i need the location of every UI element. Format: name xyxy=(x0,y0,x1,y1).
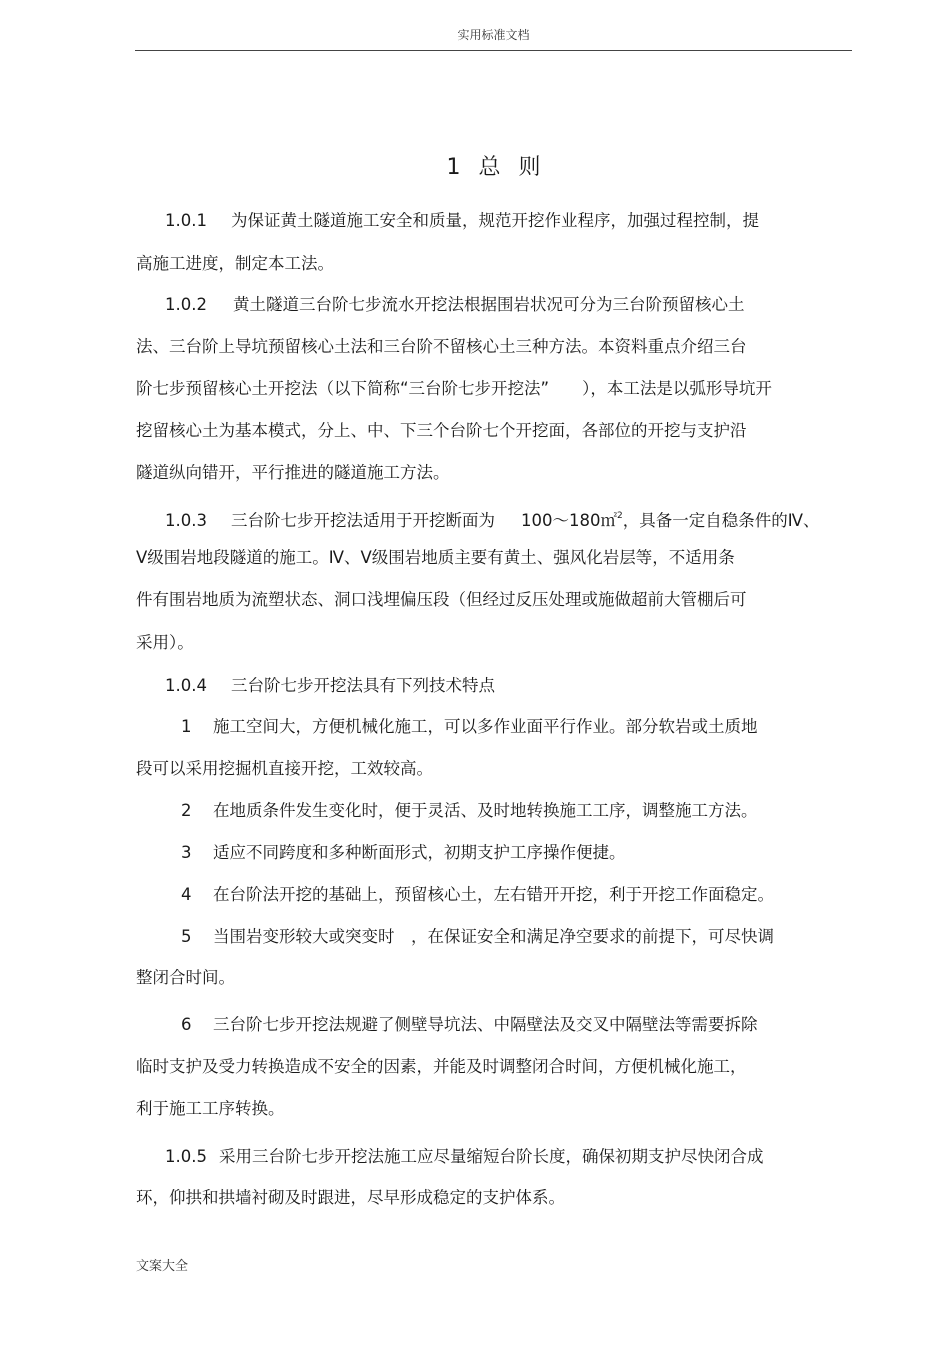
clause-text-line: 三台阶七步开挖法适用于开挖断面为 xyxy=(231,511,495,530)
clause-number: 1.0.5 xyxy=(165,1147,207,1166)
item-text-line: 临时支护及受力转换造成不安全的因素，并能及时调整闭合时间，方便机械化施工， xyxy=(136,1057,747,1076)
item-text-line: 当围岩变形较大或突变时 ，在保证安全和满足净空要求的前提下，可尽快调 xyxy=(213,927,774,946)
item-text-line: 在台阶法开挖的基础上，预留核心土，左右错开开挖，利于开挖工作面稳定。 xyxy=(213,885,774,904)
item-text-line: 施工空间大，方便机械化施工，可以多作业面平行作业。部分软岩或土质地 xyxy=(213,717,758,736)
header-rule xyxy=(135,50,852,51)
clause-number: 1.0.1 xyxy=(165,211,207,230)
clause-text-line: 阶七步预留核心土开挖法（以下简称“三台阶七步开挖法” ），本工法是以弧形导坑开 xyxy=(136,379,772,398)
superscript: 2 xyxy=(617,511,623,521)
clause-text-line: 三台阶七步开挖法具有下列技术特点 xyxy=(231,676,495,695)
item-text-line: 适应不同跨度和多种断面形式，初期支护工序操作便捷。 xyxy=(213,843,626,862)
clause-text-line: 采用）。 xyxy=(136,633,194,652)
chapter-title-char-1: 总 xyxy=(478,155,501,180)
chapter-number: 1 xyxy=(446,155,461,180)
clause-number: 1.0.3 xyxy=(165,511,207,530)
clause-number: 1.0.4 xyxy=(165,676,207,695)
clause-text-line: 采用三台阶七步开挖法施工应尽量缩短台阶长度，确保初期支护尽快闭合成 xyxy=(219,1147,764,1166)
clause-text-line: 为保证黄土隧道施工安全和质量，规范开挖作业程序，加强过程控制，提 xyxy=(231,211,759,230)
item-text-line: 利于施工工序转换。 xyxy=(136,1099,285,1118)
item-number: 6 xyxy=(181,1015,192,1034)
clause-text-line: 法、三台阶上导坑预留核心土法和三台阶不留核心土三种方法。本资料重点介绍三台 xyxy=(136,337,747,356)
item-number: 4 xyxy=(181,885,192,904)
clause-text-line: 高施工进度，制定本工法。 xyxy=(136,254,334,273)
clause-text-line: 黄土隧道三台阶七步流水开挖法根据围岩状况可分为三台阶预留核心土 xyxy=(233,295,745,314)
item-text-line: 在地质条件发生变化时，便于灵活、及时地转换施工工序，调整施工方法。 xyxy=(213,801,758,820)
item-number: 2 xyxy=(181,801,192,820)
item-number: 1 xyxy=(181,717,192,736)
item-text-line: 三台阶七步开挖法规避了侧壁导坑法、中隔壁法及交叉中隔壁法等需要拆除 xyxy=(213,1015,758,1034)
item-text-line: 段可以采用挖掘机直接开挖，工效较高。 xyxy=(136,759,433,778)
page-footer: 文案大全 xyxy=(136,1259,189,1274)
chapter-title-char-2: 则 xyxy=(518,155,541,180)
item-number: 3 xyxy=(181,843,192,862)
header-text: 实用标准文档 xyxy=(457,28,530,42)
clause-text-line: 隧道纵向错开，平行推进的隧道施工方法。 xyxy=(136,463,450,482)
clause-text-line: 环，仰拱和拱墙衬砌及时跟进，尽早形成稳定的支护体系。 xyxy=(136,1188,565,1207)
area-range: 100～180㎡ xyxy=(521,511,617,530)
clause-number: 1.0.2 xyxy=(165,295,207,314)
clause-text-line: Ⅴ级围岩地段隧道的施工。Ⅳ、Ⅴ级围岩地质主要有黄土、强风化岩层等，不适用条 xyxy=(136,548,735,567)
chapter-title xyxy=(135,150,852,181)
clause-text-line: 件有围岩地质为流塑状态、洞口浅埋偏压段（但经过反压处理或施做超前大管棚后可 xyxy=(136,590,747,609)
clause-text-line: ，具备一定自稳条件的Ⅳ、 xyxy=(622,511,820,530)
item-number: 5 xyxy=(181,927,192,946)
item-text-line: 整闭合时间。 xyxy=(136,968,235,987)
clause-text-line: 挖留核心土为基本模式，分上、中、下三个台阶七个开挖面，各部位的开挖与支护沿 xyxy=(136,421,747,440)
